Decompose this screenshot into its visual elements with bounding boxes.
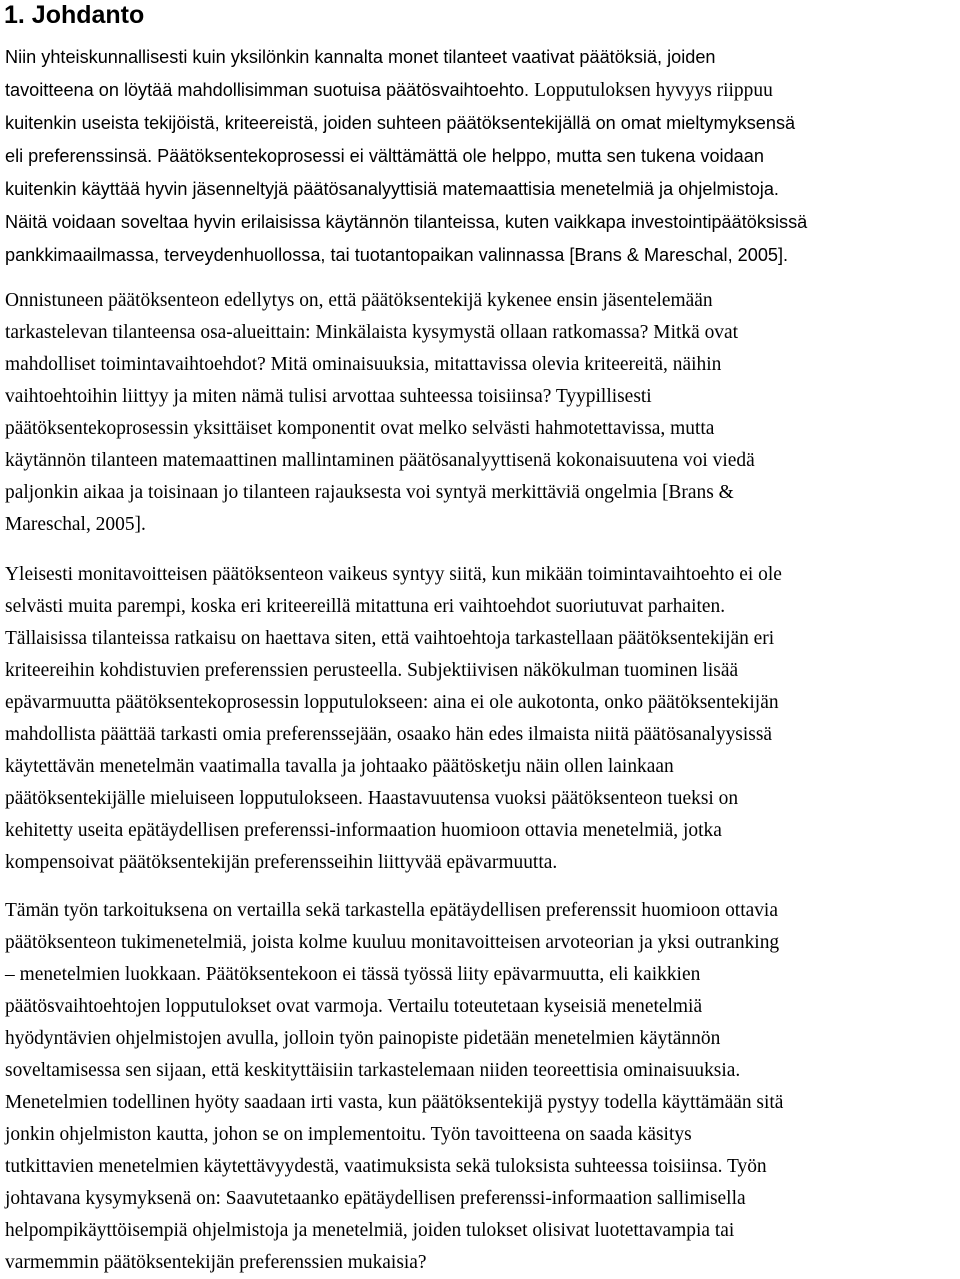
text-line (5, 927, 957, 959)
text-segment: jonkin ohjelmiston kautta, johon se on implementoitu. Työn tavoitteena on saada käsitys (5, 1124, 692, 1145)
text-segment: Päätöksentekoprosessi ei välttämättä ole helppo, mutta sen tukena voidaan (157, 146, 764, 166)
text-line (5, 847, 957, 879)
text-segment: epävarmuutta päätöksentekoprosessin lopputulokseen: aina ei ole aukotonta, onko päätöksentekijän (5, 692, 779, 713)
text-line (5, 1247, 957, 1279)
text-line (5, 140, 957, 173)
text-line (5, 719, 957, 751)
text-segment: tutkittavien menetelmien käytettävyydestä, vaatimuksista sekä tuloksista suhteessa toisiinsa. Työn (5, 1156, 767, 1177)
text-segment: mahdollista päättää tarkasti omia preferenssejään, osaako hän edes ilmaista niitä päätösanalyysissä (5, 724, 773, 745)
text-segment: Yleisesti monitavoitteisen päätöksenteon vaikeus syntyy siitä, kun mikään toimintavaihtoehto ei ole (5, 564, 782, 585)
text-line (5, 285, 957, 317)
text-segment: soveltamisessa sen sijaan, että keskityttäisiin tarkastelemaan niiden teoreettisia ominaisuuksia. (5, 1060, 741, 1081)
text-line (5, 381, 957, 413)
text-segment: käytettävän menetelmän vaatimalla tavalla ja johtaako päätösketju näin ollen lainkaan (5, 756, 674, 777)
paragraph-1 (5, 41, 960, 272)
text-line (5, 477, 957, 509)
text-segment: kuitenkin käyttää hyvin jäsenneltyjä päätösanalyyttisiä matemaattisia menetelmiä ja ohjelmistoja. (5, 179, 779, 199)
text-line (5, 1151, 957, 1183)
text-line (5, 959, 957, 991)
text-line (5, 239, 957, 272)
text-segment: kompensoivat päätöksentekijän preferensseihin liittyvää epävarmuutta. (5, 852, 558, 873)
text-line (5, 173, 957, 206)
text-segment: päätöksentekijälle mieluiseen lopputulokseen. Haastavuutensa vuoksi päätöksenteon tueksi on (5, 788, 739, 809)
text-line (5, 509, 957, 541)
text-line (5, 41, 957, 74)
text-segment: Lopputuloksen hyvyys riippuu (534, 80, 773, 101)
text-segment: Niin yhteiskunnallisesti kuin yksilönkin kannalta monet tilanteet vaativat päätöksiä, joiden (5, 47, 716, 67)
text-line (5, 751, 957, 783)
text-line (5, 1023, 957, 1055)
text-line (5, 783, 957, 815)
text-segment: mahdolliset toimintavaihtoehdot? Mitä ominaisuuksia, mitattavissa olevia kriteereitä, näihin (5, 354, 722, 375)
text-segment: Menetelmien todellinen hyöty saadaan irti vasta, kun päätöksentekijä pystyy todella käyttämään sitä (5, 1092, 784, 1113)
text-line (5, 107, 957, 140)
text-segment: helpompikäyttöisempiä ohjelmistoja ja menetelmiä, joiden tulokset olisivat luotettavampia tai (5, 1220, 735, 1241)
text-segment: Onnistuneen päätöksenteon edellytys on, että päätöksentekijä kykenee ensin jäsentelemään (5, 290, 713, 311)
text-line (5, 655, 957, 687)
text-segment: Tämän työn tarkoituksena on vertailla sekä tarkastella epätäydellisen preferenssit huomioon ottavia (5, 900, 778, 921)
text-line (5, 349, 957, 381)
text-segment: käytännön tilanteen matemaattinen mallintaminen päätösanalyyttisenä kokonaisuutena voi viedä (5, 450, 755, 471)
text-line (5, 591, 957, 623)
text-line (5, 1087, 957, 1119)
text-segment: Näitä voidaan soveltaa hyvin erilaisissa käytännön tilanteissa, kuten vaikkapa investointipäätöksissä (5, 212, 808, 232)
text-segment: johtavana kysymyksenä on: Saavutetaanko epätäydellisen preferenssi-informaation sallimisella (5, 1188, 746, 1209)
text-segment: selvästi muita parempi, koska eri kriteereillä mitattuna eri vaihtoehdot suoriutuvat parhaiten. (5, 596, 726, 617)
text-segment: Tällaisissa tilanteissa ratkaisu on haettava siten, että vaihtoehtoja tarkastellaan päätöksentekijän eri (5, 628, 775, 649)
text-line (5, 1215, 957, 1247)
text-line (5, 1119, 957, 1151)
text-line (5, 1183, 957, 1215)
text-segment: Mareschal, 2005]. (5, 514, 146, 535)
paragraph-3 (5, 559, 960, 879)
text-line (5, 623, 957, 655)
text-segment: vaihtoehtoihin liittyy ja miten nämä tulisi arvottaa suhteessa toisiinsa? Tyypillisesti (5, 386, 652, 407)
text-line (5, 687, 957, 719)
text-segment: – menetelmien luokkaan. Päätöksentekoon ei tässä työssä liity epävarmuutta, eli kaikkien (5, 964, 701, 985)
text-segment: kriteereihin kohdistuvien preferenssien perusteella. Subjektiivisen näkökulman tuominen lisää (5, 660, 739, 681)
text-line (5, 413, 957, 445)
text-segment: päätöksenteon tukimenetelmiä, joista kolme kuuluu monitavoitteisen arvoteorian ja yksi outranking (5, 932, 780, 953)
text-line (5, 991, 957, 1023)
text-line (5, 206, 957, 239)
text-line (5, 895, 957, 927)
text-line (5, 815, 957, 847)
text-segment: paljonkin aikaa ja toisinaan jo tilanteen rajauksesta voi syntyä merkittäviä ongelmia [Brans & (5, 482, 734, 503)
text-segment: hyödyntävien ohjelmistojen avulla, jolloin työn painopiste pidetään menetelmien käytännön (5, 1028, 721, 1049)
text-segment: eli preferenssinsä. (5, 146, 158, 166)
text-segment: varmemmin päätöksentekijän preferenssien mukaisia? (5, 1252, 427, 1273)
section-heading: 1. Johdanto (4, 1, 145, 29)
text-segment: pankkimaailmassa, terveydenhuollossa, tai tuotantopaikan valinnassa [Brans & Mareschal, 2005]. (5, 245, 789, 265)
text-segment: kehitetty useita epätäydellisen preferenssi-informaation huomioon ottavia menetelmiä, jotka (5, 820, 722, 841)
paragraph-2 (5, 285, 960, 541)
text-segment: kuitenkin useista tekijöistä, kriteereistä, joiden suhteen päätöksentekijällä on omat mieltymyksensä (5, 113, 796, 133)
text-line (5, 445, 957, 477)
text-segment: päätösvaihtoehtojen lopputulokset ovat varmoja. Vertailu toteutetaan kyseisiä menetelmiä (5, 996, 703, 1017)
text-segment: tarkastelevan tilanteensa osa-alueittain: Minkälaista kysymystä ollaan ratkomassa? Mitkä ovat (5, 322, 739, 343)
paragraph-4 (5, 895, 960, 1279)
text-line (5, 1055, 957, 1087)
text-line (5, 317, 957, 349)
text-line (5, 74, 957, 107)
text-segment: tavoitteena on löytää mahdollisimman suotuisa päätösvaihtoehto. (5, 80, 535, 100)
text-line (5, 559, 957, 591)
text-segment: päätöksentekoprosessin yksittäiset komponentit ovat melko selvästi hahmotettavissa, mutta (5, 418, 715, 439)
